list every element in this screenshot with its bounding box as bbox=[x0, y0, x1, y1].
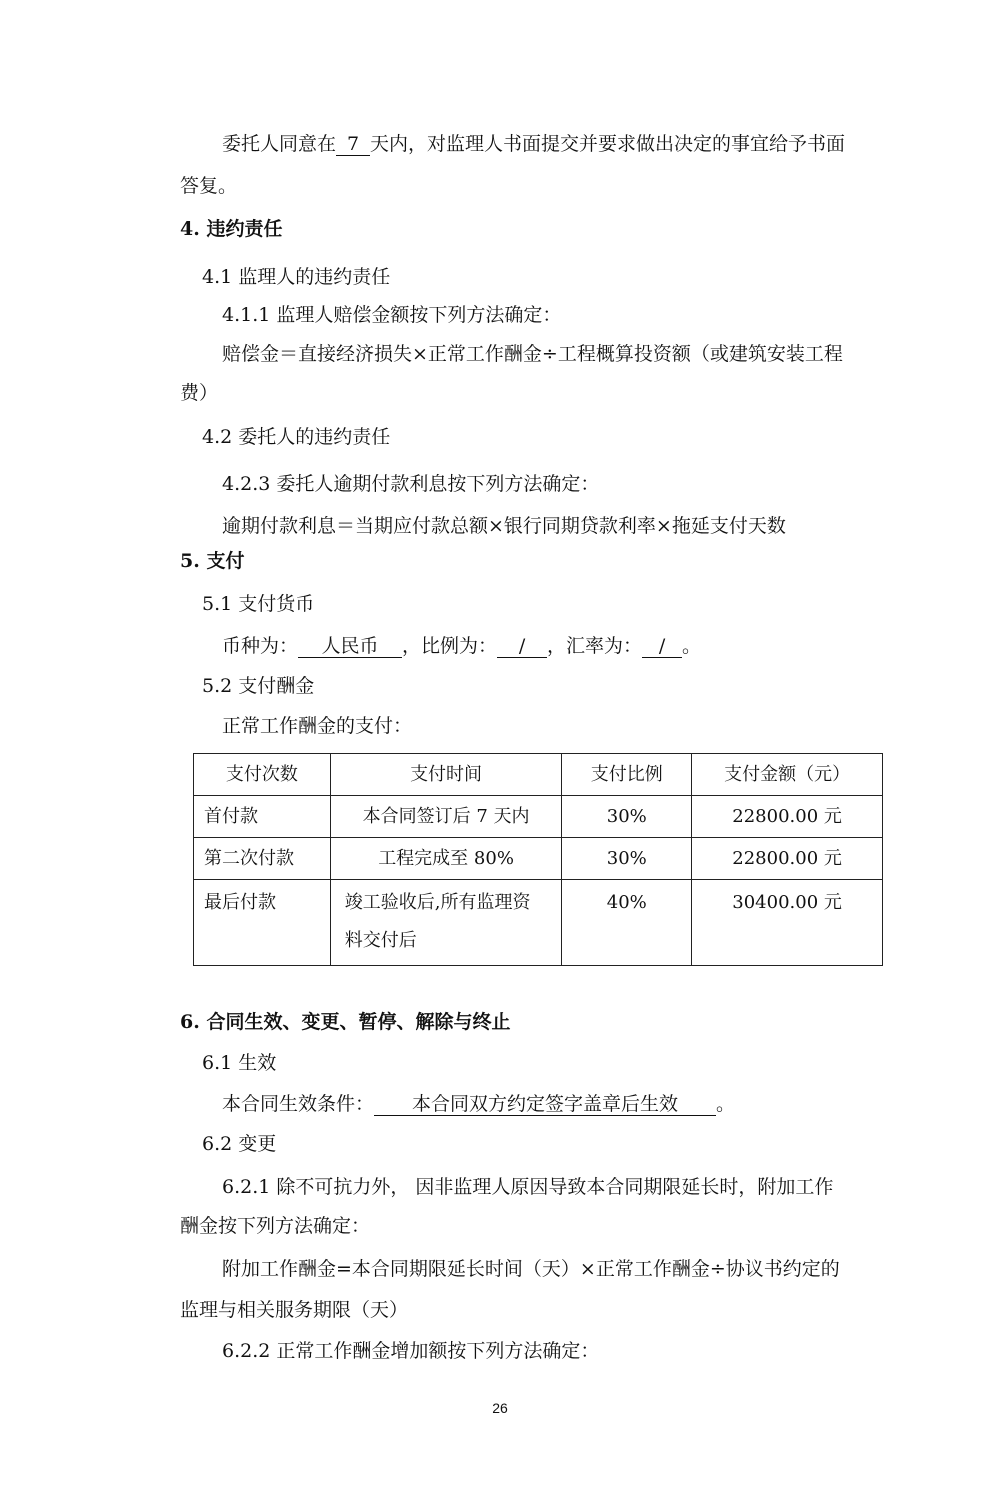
table-header: 支付时间 bbox=[330, 754, 562, 796]
table-cell: 40% bbox=[562, 880, 692, 966]
section-6-2-heading: 6.2 变更 bbox=[202, 1133, 277, 1155]
table-row bbox=[194, 880, 883, 966]
table-header: 支付金额（元） bbox=[692, 754, 883, 796]
text-span: 天内，对监理人书面提交并要求做出决定的事宜给予书面 bbox=[370, 133, 846, 155]
rate-label: ，汇率为： bbox=[547, 635, 643, 657]
paragraph-reply-days bbox=[222, 131, 845, 157]
table-cell: 本合同签订后 7 天内 bbox=[330, 796, 562, 838]
table-cell: 第二次付款 bbox=[194, 838, 331, 880]
section-4-heading: 4. 违约责任 bbox=[180, 218, 283, 240]
section-6-heading: 6. 合同生效、变更、暂停、解除与终止 bbox=[180, 1011, 511, 1033]
ratio-value: / bbox=[497, 635, 547, 658]
section-5-heading: 5. 支付 bbox=[180, 550, 245, 572]
time-line-2: 料交付后 bbox=[344, 930, 417, 951]
currency-value: 人民币 bbox=[298, 635, 402, 658]
clause-6-2-2: 6.2.2 正常工作酬金增加额按下列方法确定： bbox=[222, 1340, 600, 1362]
table-cell bbox=[330, 880, 562, 966]
table-cell: 22800.00 元 bbox=[692, 796, 883, 838]
table-cell: 30% bbox=[562, 796, 692, 838]
time-line-1: 竣工验收后,所有监理资 bbox=[344, 892, 531, 913]
table-cell: 22800.00 元 bbox=[692, 838, 883, 880]
table-cell: 最后付款 bbox=[194, 880, 331, 966]
clause-4-1-1: 4.1.1 监理人赔偿金额按下列方法确定： bbox=[222, 304, 562, 326]
table-header: 支付次数 bbox=[194, 754, 331, 796]
page-number: 26 bbox=[492, 1400, 508, 1416]
table-cell: 30400.00 元 bbox=[692, 880, 883, 966]
section-5-2-heading: 5.2 支付酬金 bbox=[202, 675, 315, 697]
table-cell: 30% bbox=[562, 838, 692, 880]
clause-6-2-1: 6.2.1 除不可抗力外， 因非监理人原因导致本合同期限延长时，附加工作 bbox=[222, 1176, 834, 1198]
table-header: 支付比例 bbox=[562, 754, 692, 796]
table-row bbox=[194, 838, 883, 880]
formula-compensation: 赔偿金＝直接经济损失×正常工作酬金÷工程概算投资额（或建筑安装工程 bbox=[222, 343, 843, 365]
clause-4-2-3: 4.2.3 委托人逾期付款利息按下列方法确定： bbox=[222, 473, 600, 495]
payment-table bbox=[193, 753, 883, 966]
currency-line bbox=[222, 633, 701, 659]
table-row bbox=[194, 796, 883, 838]
ratio-label: ，比例为： bbox=[402, 635, 498, 657]
clause-6-2-1-cont: 酬金按下列方法确定： bbox=[180, 1215, 371, 1237]
formula-additional-fee: 附加工作酬金=本合同期限延长时间（天）×正常工作酬金÷协议书约定的 bbox=[222, 1258, 840, 1280]
section-6-1-heading: 6.1 生效 bbox=[202, 1052, 277, 1074]
payment-intro: 正常工作酬金的支付： bbox=[222, 715, 413, 737]
text-span: 委托人同意在 bbox=[222, 133, 337, 155]
table-header-row bbox=[194, 754, 883, 796]
currency-label: 币种为： bbox=[222, 635, 299, 657]
table-cell: 工程完成至 80% bbox=[330, 838, 562, 880]
paragraph-reply-cont: 答复。 bbox=[180, 175, 238, 197]
effective-label: 本合同生效条件： bbox=[222, 1093, 375, 1115]
section-4-2-heading: 4.2 委托人的违约责任 bbox=[202, 426, 391, 448]
rate-value: / bbox=[642, 635, 682, 658]
section-4-1-heading: 4.1 监理人的违约责任 bbox=[202, 266, 391, 288]
text-span: 。 bbox=[682, 635, 702, 657]
table-cell: 首付款 bbox=[194, 796, 331, 838]
text-span: 。 bbox=[716, 1093, 736, 1115]
formula-compensation-cont: 费） bbox=[180, 382, 219, 404]
effective-condition bbox=[222, 1091, 735, 1117]
formula-late-interest: 逾期付款利息＝当期应付款总额×银行同期贷款利率×拖延支付天数 bbox=[222, 515, 786, 537]
section-5-1-heading: 5.1 支付货币 bbox=[202, 593, 315, 615]
effective-value: 本合同双方约定签字盖章后生效 bbox=[374, 1093, 716, 1116]
formula-additional-fee-cont: 监理与相关服务期限（天） bbox=[180, 1299, 409, 1321]
days-blank: 7 bbox=[336, 133, 370, 156]
